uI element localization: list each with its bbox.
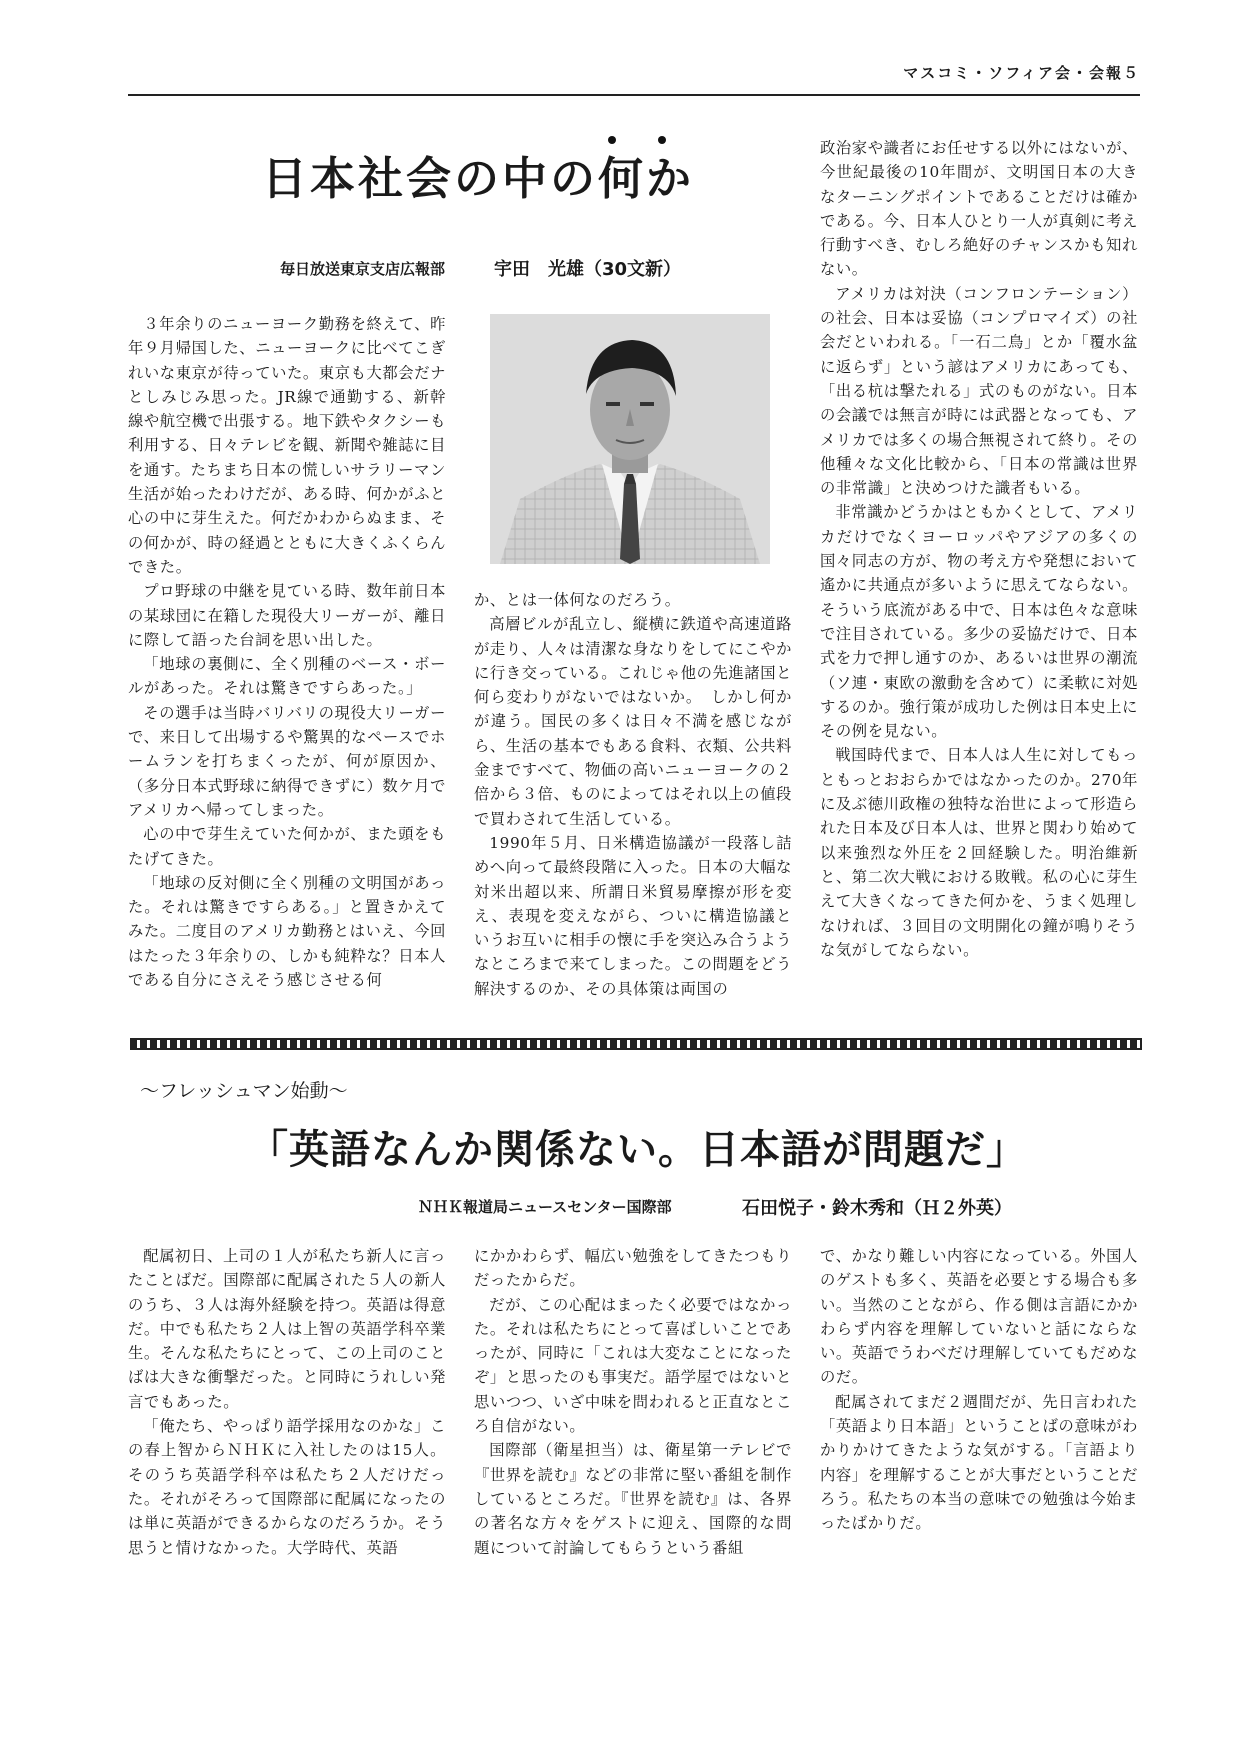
article1-column-3: [820, 136, 1138, 962]
article2-column-3: [820, 1244, 1138, 1536]
paragraph: 国際部（衛星担当）は、衛星第一テレビで『世界を読む』などの非常に堅い番組を制作しているところだ。『世界を読む』は、各界の著名な方々をゲストに迎え、国際的な問題について討論してもらうという番組: [474, 1441, 792, 1557]
article2-column-2: [474, 1244, 792, 1560]
page-header: [128, 58, 1140, 96]
article1-column-2: [474, 588, 792, 1001]
paragraph: 配属されてまだ２週間だが、先日言われた「英語より日本語」ということばの意味がわかりかけてきたような気がする。「言語より内容」を理解することが大事だということだろう。私たちの本当の意味での勉強は今始まったばかりだ。: [820, 1392, 1138, 1533]
portrait-image: [490, 314, 770, 564]
paragraph: か、とは一体何なのだろう。: [474, 591, 681, 609]
paragraph: アメリカは対決（コンフロンテーション）の社会、日本は妥協（コンプロマイズ）の社会だといわれる。「一石二鳥」とか「覆水盆に返らず」という諺はアメリカにあっても、「出る杭は撃たれる」式のものがない。日本の会議では無言が時には武器となっても、アメリカでは多くの場合無視されて終り。その他種々な文化比較から、「日本の常識は世界の非常識」と決めつけた識者もいる。: [820, 284, 1138, 498]
paragraph: で、かなり難しい内容になっている。外国人のゲストも多く、英語を必要とする場合も多い。当然のことながら、作る側は言語にかかわらず内容を理解していないと話にならない。英語でうわべだけ理解していてもだめなのだ。: [820, 1247, 1138, 1387]
paragraph: 高層ビルが乱立し、縦横に鉄道や高速道路が走り、人々は清潔な身なりをしてにこやかに行き交っている。これじゃ他の先進諸国と何ら変わりがないではないか。 しかし何かが違う。国民の多くは日々不満を感じながら、生活の基本でもある食料、衣類、公共料金まですべて、物価の高いニューヨークの２倍から３倍、ものによってはそれ以上の値段で買わされて生活している。: [474, 615, 792, 828]
paragraph: 心の中で芽生えていた何かが、また頭をもたげてきた。: [128, 825, 446, 868]
author-photo: [490, 314, 770, 564]
paragraph: 「俺たち、やっぱり語学採用なのかな」この春上智からＮＨＫに入社したのは15人。そのうち英語学科卒は私たち２人だけだった。それがそろって国際部に配属になったのは単に英語ができるからなのだろうか。そう思うと情けなかった。大学時代、英語: [128, 1417, 446, 1557]
paragraph: その選手は当時バリバリの現役大リーガーで、来日して出場するや驚異的なペースでホームランを打ちまくったが、何が原因か、（多分日本式野球に納得できずに）数ケ月でアメリカへ帰ってしまった。: [128, 703, 446, 819]
article2-column-1: [128, 1244, 446, 1560]
paragraph: 「地球の反対側に全く別種の文明国があった。それは驚きですらある。」と置きかえてみた。二度目のアメリカ勤務とはいえ、今回はたった３年余りの、しかも純粋な？日本人である自分にさえそう感じさせる何: [128, 873, 446, 990]
paragraph: だが、この心配はまったく必要ではなかった。それは私たちにとって喜ばしいことであったが、同時に「これは大変なことになったぞ」と思ったのも事実だ。語学屋ではないと思いつつ、いざ中味を問われると正直なところ自信がない。: [474, 1295, 792, 1436]
article1-title: 日本社会の中の何か: [262, 152, 695, 205]
paragraph: にかかわらず、幅広い勉強をしてきたつもりだったからだ。: [474, 1247, 792, 1290]
article2-subtitle: ～フレッシュマン始動～: [140, 1080, 348, 1102]
section-divider: [130, 1038, 1142, 1050]
paragraph: 戦国時代まで、日本人は人生に対してもっともっとおおらかではなかったのか。270年に及ぶ徳川政権の独特な治世によって形造られた日本及び日本人は、世界と関わり始めて以来強烈な外圧を２回経験した。明治維新と、第二次大戦における敗戦。私の心に芽生えて大きくなってきた何かを、うまく処理しなければ、３回目の文明開化の鐘が鳴りそうな気がしてならない。: [820, 746, 1138, 959]
article2-authors: 石田悦子・鈴木秀和（Ｈ２外英）: [742, 1198, 1012, 1219]
paragraph: 非常識かどうかはともかくとして、アメリカだけでなくヨーロッパやアジアの多くの国々同志の方が、物の考え方や発想において遙かに共通点が多いように思えてならない。そういう底流がある中で、日本は色々な意味で注目されている。多少の妥協だけで、日本式を力で押し通すのか、あるいは世界の潮流（ソ連・東欧の激動を含めて）に柔軟に対処するのか。強行策が成功した例は日本史上にその例を見ない。: [820, 503, 1138, 741]
article1-author: 宇田 光雄（30文新）: [494, 259, 682, 280]
paragraph: 配属初日、上司の１人が私たち新人に言ったことばだ。国際部に配属された５人の新人のうち、３人は海外経験を持つ。英語は得意だ。中でも私たち２人は上智の英語学科卒業生。そんな私たちにとって、この上司のことばは大きな衝撃だった。と同時にうれしい発言でもあった。: [128, 1247, 446, 1411]
paragraph: 1990年５月、日米構造協議が一段落し詰めへ向って最終段階に入った。日本の大幅な対米出超以来、所謂日米貿易摩擦が形を変え、表現を変えながら、ついに構造協議というお互いに相手の懐に手を突込み合うようなところまで来てしまった。この問題をどう解決するのか、その具体策は両国の: [474, 833, 792, 998]
article2-title: 「英語なんか関係ない。日本語が問題だ」: [248, 1126, 1027, 1173]
paragraph: 政治家や識者にお任せする以外にはないが、今世紀最後の10年間が、文明国日本の大きなターニングポイントであることだけは確かである。今、日本人ひとり一人が真剣に考え行動すべき、むしろ絶好のチャンスかも知れない。: [820, 139, 1138, 279]
paragraph: プロ野球の中継を見ている時、数年前日本の某球団に在籍した現役大リーガーが、離日に際して語った台詞を思い出した。: [128, 582, 446, 649]
article2-affiliation: ＮＨＫ報道局ニュースセンター国際部: [418, 1198, 672, 1216]
article1-column-1: [128, 312, 446, 992]
header-text: マスコミ・ソフィア会・会報５: [903, 64, 1140, 82]
paragraph: 「地球の裏側に、全く別種のベース・ボールがあった。それは驚きですらあった。」: [128, 655, 446, 698]
article1-affiliation: 毎日放送東京支店広報部: [280, 260, 446, 278]
paragraph: ３年余りのニューヨーク勤務を終えて、昨年９月帰国した、ニューヨークに比べてこぎれいな東京が待っていた。東京も大都会だナとしみじみ思った。JR線で通勤する、新幹線や航空機で出張する。地下鉄やタクシーも利用する、日々テレビを観、新聞や雑誌に目を通す。たちまち日本の慌しいサラリーマン生活が始ったわけだが、ある時、何かがふと心の中に芽生えた。何だかわからぬまま、その何かが、時の経過とともに大きくふくらんできた。: [128, 315, 446, 576]
